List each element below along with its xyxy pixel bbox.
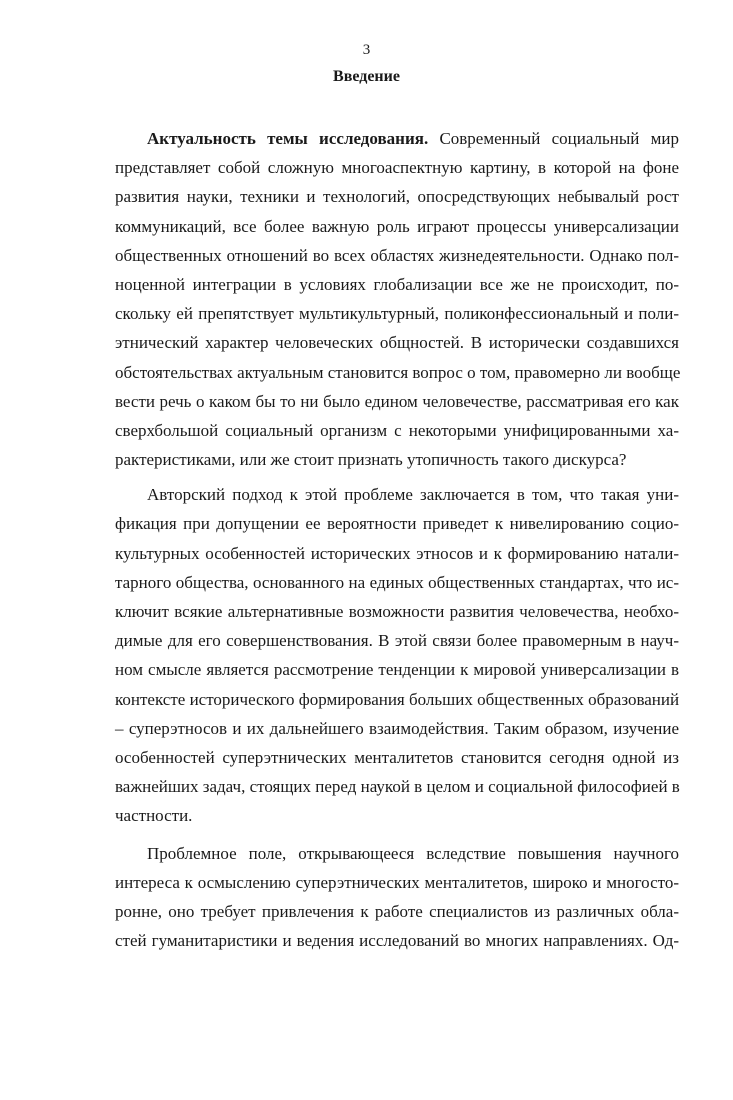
paragraph-line: рактеристиками, или же стоит признать утопичность такого дискурса? — [115, 450, 627, 470]
paragraph-line: особенностей суперэтнических менталитетов становится сегодня одной из — [115, 747, 679, 767]
paragraph-lead: Актуальность темы исследования. — [147, 129, 429, 148]
paragraph-line: представляет собой сложную многоаспектную картину, в которой на фоне — [115, 158, 679, 178]
paragraph-line: общественных отношений во всех областях жизнедеятельности. Однако пол- — [115, 245, 679, 265]
paragraph-line: развития науки, техники и технологий, опосредствующих небывалый рост — [115, 187, 679, 207]
paragraph-line: ключит всякие альтернативные возможности развития человечества, необхо- — [115, 602, 679, 621]
paragraph-line: ном смысле является рассмотрение тенденции к мировой универсализации в — [115, 660, 679, 680]
paragraph-line: ноценной интеграции в условиях глобализации все же не происходит, по- — [115, 274, 679, 294]
paragraph-line: Актуальность темы исследования. Современный социальный мир — [147, 129, 679, 148]
paragraph-line: стей гуманитаристики и ведения исследований во многих направлениях. Од- — [115, 931, 679, 951]
paragraph-line: частности. — [115, 806, 193, 826]
paragraph-3 — [115, 839, 679, 956]
section-heading: Введение — [333, 68, 400, 85]
body-text — [115, 124, 679, 955]
paragraph-1 — [115, 124, 679, 474]
paragraph-line: обстоятельствах актуальным становится вопрос о том, правомерно ли вообще — [115, 362, 681, 382]
paragraph-line: коммуникаций, все более важную роль играют процессы универсализации — [115, 216, 679, 236]
paragraph-line: ронне, оно требует привлечения к работе специалистов из различных обла- — [115, 901, 679, 921]
paragraph-line: сверхбольшой социальный организм с некоторыми унифицированными ха- — [115, 420, 679, 440]
paragraph-line: скольку ей препятствует мультикультурный, поликонфессиональный и поли- — [115, 304, 679, 324]
paragraph-line: контексте исторического формирования больших общественных образований — [115, 689, 680, 709]
paragraph-line: – суперэтносов и их дальнейшего взаимодействия. Таким образом, изучение — [115, 718, 679, 738]
paragraph-line: интереса к осмыслению суперэтнических менталитетов, широко и многосто- — [115, 872, 679, 892]
paragraph-line: Авторский подход к этой проблеме заключается в том, что такая уни- — [147, 485, 679, 505]
paragraph-line: важнейших задач, стоящих перед наукой в целом и социальной философией в — [115, 777, 680, 797]
paragraph-2 — [115, 480, 679, 830]
page-number: 3 — [362, 42, 371, 58]
paragraph-line: Проблемное поле, открывающееся вследствие повышения научного — [147, 843, 679, 863]
paragraph-line: фикация при допущении ее вероятности приведет к нивелированию социо- — [115, 514, 679, 534]
paragraph-line: вести речь о каком бы то ни было едином человечестве, рассматривая его как — [115, 391, 679, 411]
paragraph-line: этнический характер человеческих общностей. В исторически создавшихся — [115, 333, 679, 353]
paragraph-line: культурных особенностей исторических этносов и к формированию натали- — [115, 543, 679, 563]
paragraph-line: димые для его совершенствования. В этой связи более правомерным в науч- — [115, 631, 679, 651]
paragraph-line: тарного общества, основанного на единых общественных стандартах, что ис- — [115, 572, 679, 592]
